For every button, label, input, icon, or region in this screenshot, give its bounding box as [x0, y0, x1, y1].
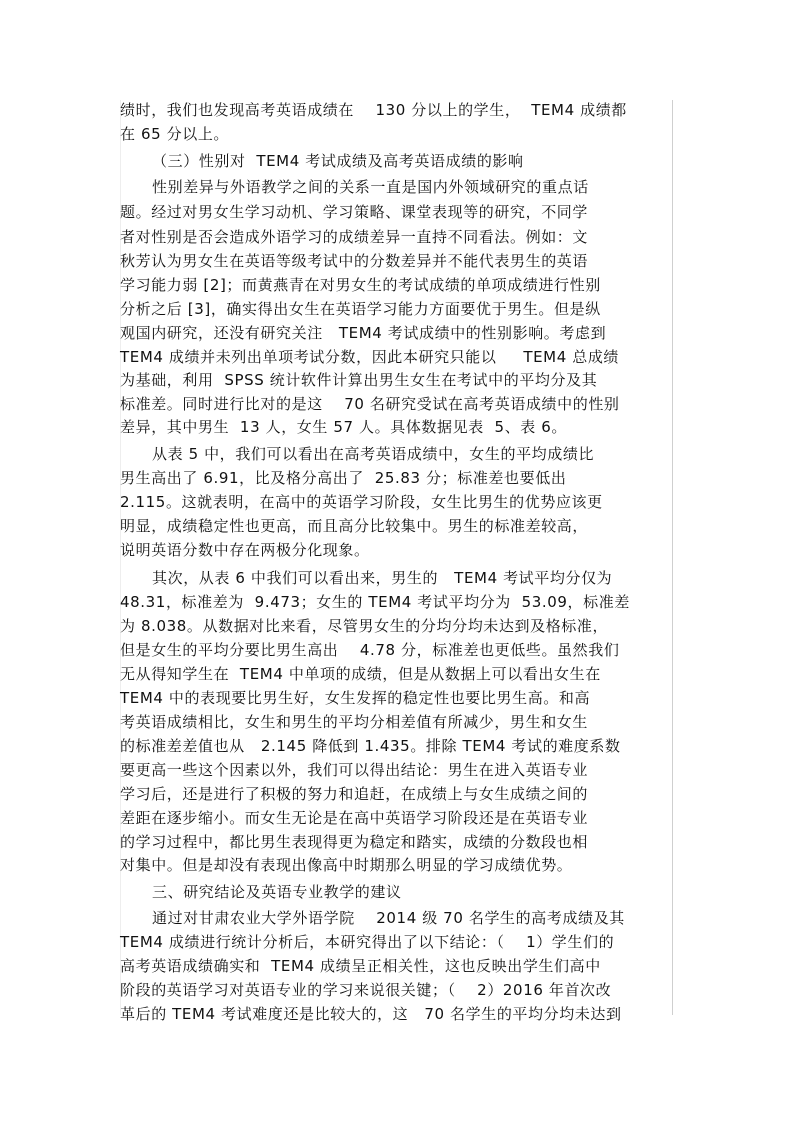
paragraph-line: 为 8.038。从数据对比来看，尽管男女生的分均分均未达到及格标准，	[120, 617, 609, 635]
paragraph-line: 的标准差差值也从 2.145 降低到 1.435。排除 TEM4 考试的难度系数	[120, 737, 621, 755]
paragraph-line: 标准差。同时进行比对的是这 70 名研究受试在高考英语成绩中的性别	[120, 395, 620, 413]
section-heading: 三、研究结论及英语专业教学的建议	[152, 883, 402, 901]
paragraph-line: 明显，成绩稳定性也更高，而且高分比较集中。男生的标准差较高，	[120, 517, 589, 535]
section-heading: （三）性别对 TEM4 考试成绩及高考英语成绩的影响	[152, 152, 524, 170]
paragraph-line: 48.31，标准差为 9.473；女生的 TEM4 考试平均分为 53.09，标准差	[120, 593, 630, 611]
paragraph-line: 对集中。但是却没有表现出像高中时期那么明显的学习成绩优势。	[120, 856, 573, 874]
paragraph-line: 在 65 分以上。	[120, 125, 230, 143]
paragraph-line: 为基础，利用 SPSS 统计软件计算出男生女生在考试中的平均分及其	[120, 371, 598, 389]
paragraph-line: 从表 5 中，我们可以看出在高考英语成绩中，女生的平均成绩比	[152, 445, 595, 463]
paragraph-line: 的学习过程中，都比男生表现得更为稳定和踏实，成绩的分数段也相	[120, 833, 589, 851]
paragraph-line: 者对性别是否会造成外语学习的成绩差异一直持不同看法。例如：文	[120, 228, 589, 246]
paragraph-line: 性别差异与外语教学之间的关系一直是国内外领域研究的重点话	[152, 178, 589, 196]
paragraph-line: 高考英语成绩确实和 TEM4 成绩呈正相关性，这也反映出学生们高中	[120, 957, 601, 975]
paragraph-line: 通过对甘肃农业大学外语学院 2014 级 70 名学生的高考成绩及其	[152, 909, 625, 927]
paragraph-line: 绩时，我们也发现高考英语成绩在 130 分以上的学生， TEM4 成绩都	[120, 101, 627, 119]
right-margin-rule	[672, 100, 673, 1015]
paragraph-line: 题。经过对男女生学习动机、学习策略、课堂表现等的研究，不同学	[120, 203, 589, 221]
paragraph-line: 要更高一些这个因素以外，我们可以得出结论：男生在进入英语专业	[120, 761, 589, 779]
paragraph-line: TEM4 成绩并未列出单项考试分数，因此本研究只能以 TEM4 总成绩	[120, 348, 620, 366]
paragraph-line: 学习能力弱 [2]；而黄燕青在对男女生的考试成绩的单项成绩进行性别	[120, 276, 601, 294]
paragraph-line: 说明英语分数中存在两极分化现象。	[120, 541, 370, 559]
paragraph-line: 差距在逐步缩小。而女生无论是在高中英语学习阶段还是在英语专业	[120, 809, 589, 827]
paragraph-line: 阶段的英语学习对英语专业的学习来说很关键；（ 2）2016 年首次改	[120, 981, 612, 999]
paragraph-line: 无从得知学生在 TEM4 中单项的成绩，但是从数据上可以看出女生在	[120, 665, 601, 683]
paragraph-line: 差异，其中男生 13 人，女生 57 人。具体数据见表 5、表 6。	[120, 418, 568, 436]
paragraph-line: TEM4 成绩进行统计分析后，本研究得出了以下结论：（ 1）学生们的	[120, 933, 615, 951]
paragraph-line: 2.115。这就表明，在高中的英语学习阶段，女生比男生的优势应该更	[120, 493, 603, 511]
paragraph-line: 观国内研究，还没有研究关注 TEM4 考试成绩中的性别影响。考虑到	[120, 324, 607, 342]
paragraph-line: 考英语成绩相比，女生和男生的平均分相差值有所减少，男生和女生	[120, 713, 589, 731]
paragraph-line: 学习后，还是进行了积极的努力和追赶，在成绩上与女生成绩之间的	[120, 785, 589, 803]
paragraph-line: 秋芳认为男女生在英语等级考试中的分数差异并不能代表男生的英语	[120, 252, 589, 270]
paragraph-line: 分析之后 [3]，确实得出女生在英语学习能力方面要优于男生。但是纵	[120, 300, 601, 318]
paragraph-line: 其次，从表 6 中我们可以看出来，男生的 TEM4 考试平均分仅为	[152, 569, 613, 587]
paragraph-line: 男生高出了 6.91，比及格分高出了 25.83 分；标准差也要低出	[120, 469, 567, 487]
paragraph-line: TEM4 中的表现要比男生好，女生发挥的稳定性也要比男生高。和高	[120, 689, 591, 707]
paragraph-line: 革后的 TEM4 考试难度还是比较大的，这 70 名学生的平均分均未达到	[120, 1005, 622, 1023]
paragraph-line: 但是女生的平均分要比男生高出 4.78 分，标准差也更低些。虽然我们	[120, 641, 620, 659]
